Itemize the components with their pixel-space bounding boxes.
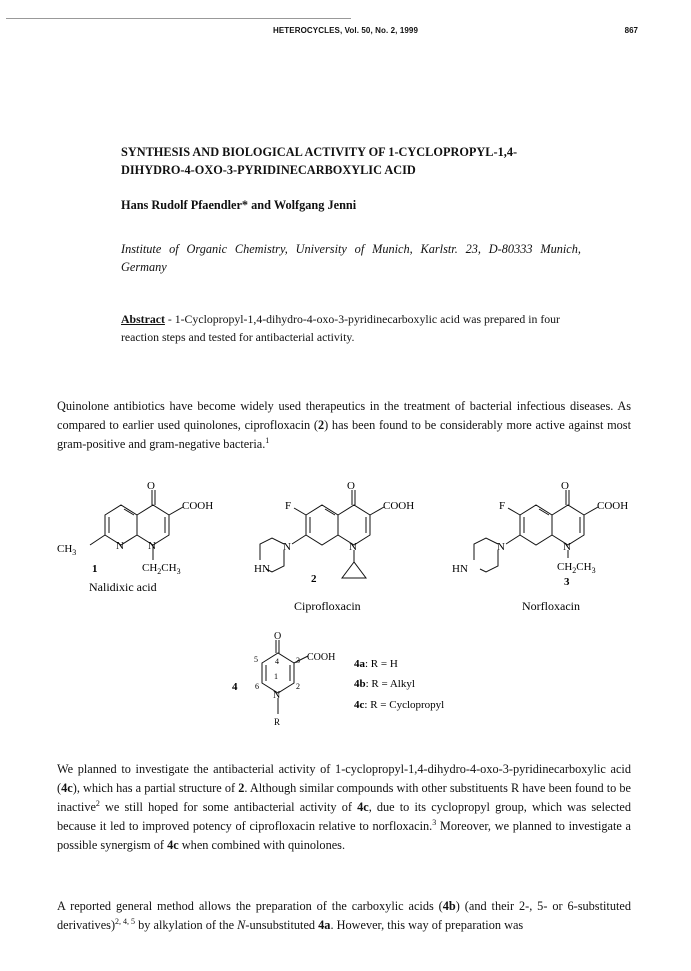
cooh-label: COOH [383, 500, 415, 512]
paragraph-intro [57, 397, 631, 454]
text-run: . Although similar compounds with other substituents R have been found to be inactive [57, 781, 631, 814]
hn-label: HN [254, 563, 270, 575]
structure-nalidixic-acid [55, 478, 225, 608]
cooh-label: COOH [597, 500, 629, 512]
compound-name-1: Nalidixic acid [89, 580, 157, 594]
ethyl-label: $CH_2CH_3$ [142, 562, 181, 576]
text-run: Quinolone antibiotics have become widely used therapeutics in the treatment of bacterial infectious diseases. As compared to earlier used quinolones, ciprofloxacin ( [57, 399, 631, 432]
cooh-label: COOH [182, 500, 214, 512]
n1-label: N [349, 541, 357, 553]
n8-label: N [116, 540, 124, 552]
compound-ref: 4c [61, 781, 73, 795]
n1-label: N [563, 541, 571, 553]
text-run: ), which has a partial structure of [72, 781, 239, 795]
text-run: ) has been found to be considerably more active against most gram-positive and gram-negative bacteria. [57, 418, 631, 451]
n1-label: N [148, 540, 156, 552]
variant-4c: 4c: R = Cyclopropyl [354, 699, 445, 711]
compound-number-2: 2 [311, 573, 317, 585]
text-run: by alkylation of the [135, 918, 238, 932]
compound-ref: 2 [238, 781, 245, 795]
text-run: ) (and their 2-, 5- or 6-substituted derivatives) [57, 899, 631, 932]
text-run: , due to its cyclopropyl group, which was selected because it led to improved potency of ciprofloxacin relative to norfloxacin. [57, 800, 631, 833]
text-run: A reported general method allows the preparation of the carboxylic acids ( [57, 899, 443, 913]
citation-ref: 1 [265, 435, 270, 445]
article-title [121, 143, 601, 179]
pos-1: 1 [274, 672, 278, 681]
compound-ref: 4a [318, 918, 331, 932]
abstract [121, 310, 581, 346]
citation-ref: 2 [95, 798, 100, 808]
abstract-label: Abstract [121, 312, 165, 326]
structure-ciprofloxacin [228, 478, 428, 618]
italic-run: N [237, 918, 246, 932]
pos-3: 3 [296, 656, 300, 665]
paragraph-plan [57, 760, 631, 855]
citation-ref: 3 [432, 817, 437, 827]
hn-label: HN [452, 563, 468, 575]
pos-2: 2 [296, 682, 300, 691]
text-run: . However, this way of preparation was [330, 918, 524, 932]
oxo-label: O [274, 631, 282, 642]
pos-5: 5 [254, 655, 258, 664]
oxo-label: O [561, 480, 569, 492]
authors: Hans Rudolf Pfaendler* and Wolfgang Jenni [121, 198, 357, 212]
institution: Institute of Organic Chemistry, University of Munich, Karlstr. 23, D-80333 Munich, Germany [121, 242, 581, 274]
variant-4a: 4a: R = H [354, 658, 398, 670]
compound-ref: 4b [442, 899, 456, 913]
variant-4b: 4b: R = Alkyl [354, 678, 415, 690]
oxo-label: O [347, 480, 355, 492]
title-line-2: DIHYDRO-4-OXO-3-PYRIDINECARBOXYLIC ACID [121, 163, 416, 177]
ethyl-label: $CH_2CH_3$ [557, 561, 596, 575]
compound-number-4: 4 [232, 681, 238, 693]
citation-ref: 2, 4, 5 [115, 916, 136, 926]
r-label: R [274, 717, 281, 727]
text-run: -unsubstituted [245, 918, 319, 932]
compound-number-3: 3 [564, 576, 570, 588]
abstract-text: - 1-Cyclopropyl-1,4-dihydro-4-oxo-3-pyridinecarboxylic acid was prepared in four reaction steps and tested for antibacterial activity. [121, 312, 560, 344]
fluorine-label: F [499, 500, 506, 512]
running-header [0, 18, 691, 38]
oxo-label: O [147, 480, 155, 492]
page-number: 867 [624, 26, 638, 35]
text-run: when combined with quinolones. [178, 838, 346, 852]
text-run: We planned to investigate the antibacterial activity of 1-cyclopropyl-1,4-dihydro-4-oxo-3-pyridinecarboxylic acid ( [57, 762, 631, 795]
journal-citation: HETEROCYCLES, Vol. 50, No. 2, 1999 [272, 26, 419, 35]
text-run: Moreover, we planned to investigate a possible synergism of [57, 819, 631, 852]
piperazine-n-label: N [283, 541, 291, 553]
fluorine-label: F [285, 500, 292, 512]
title-line-1: SYNTHESIS AND BIOLOGICAL ACTIVITY OF 1-CYCLOPROPYL-1,4- [121, 145, 518, 159]
methyl-label: $CH_3$ [57, 543, 77, 557]
text-run: we still hoped for some antibacterial activity of [99, 800, 358, 814]
compound-name-3: Norfloxacin [522, 599, 580, 613]
pos-4: 4 [275, 657, 279, 666]
compound-ref: 4c [357, 800, 369, 814]
compound-name-2: Ciprofloxacin [294, 599, 361, 613]
structure-4-general [222, 631, 445, 742]
header-rule [6, 18, 351, 19]
compound-ref: 2 [317, 418, 325, 432]
compound-ref: 4c [167, 838, 179, 852]
piperazine-n-label: N [497, 541, 505, 553]
compound-number-1: 1 [92, 563, 98, 575]
n-label: N [273, 690, 281, 701]
paragraph-method [57, 897, 631, 935]
cooh-label: COOH [307, 652, 336, 663]
pos-6: 6 [255, 682, 259, 691]
structure-norfloxacin [440, 478, 640, 618]
